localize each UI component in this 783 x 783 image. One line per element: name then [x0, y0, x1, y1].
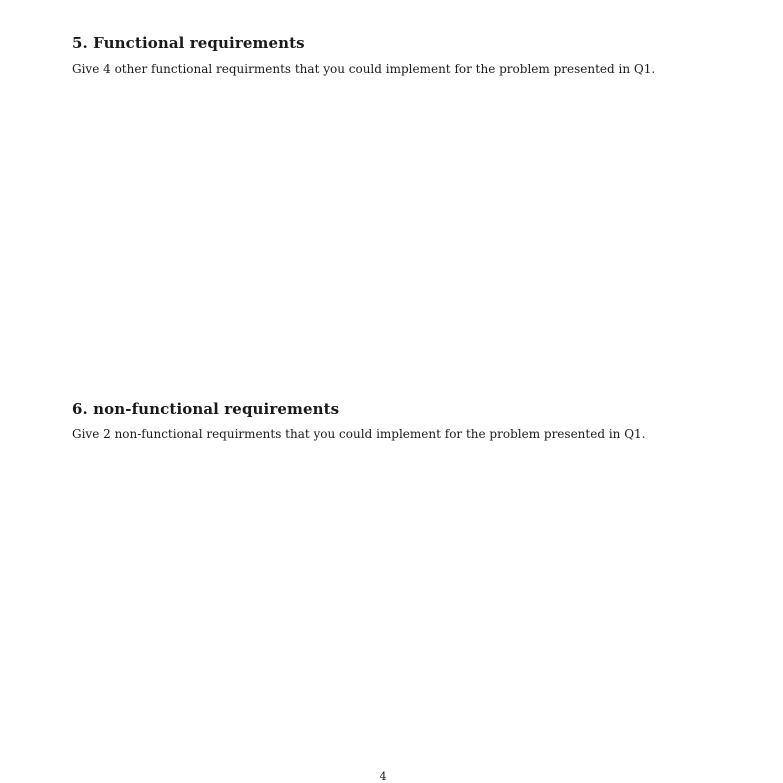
answer-area-non-functional-requirements: [72, 450, 712, 750]
question-text-non-functional-requirements: Give 2 non-functional requirments that you could implement for the problem presented in Q1.: [72, 427, 646, 441]
answer-area-functional-requirements: [72, 84, 712, 384]
section-heading-non-functional-requirements: 6. non-functional requirements: [72, 400, 340, 418]
page-number: 4: [379, 770, 387, 783]
question-text-functional-requirements: Give 4 other functional requirments that you could implement for the problem presented in Q1.: [72, 62, 656, 76]
section-heading-functional-requirements: 5. Functional requirements: [72, 34, 305, 52]
